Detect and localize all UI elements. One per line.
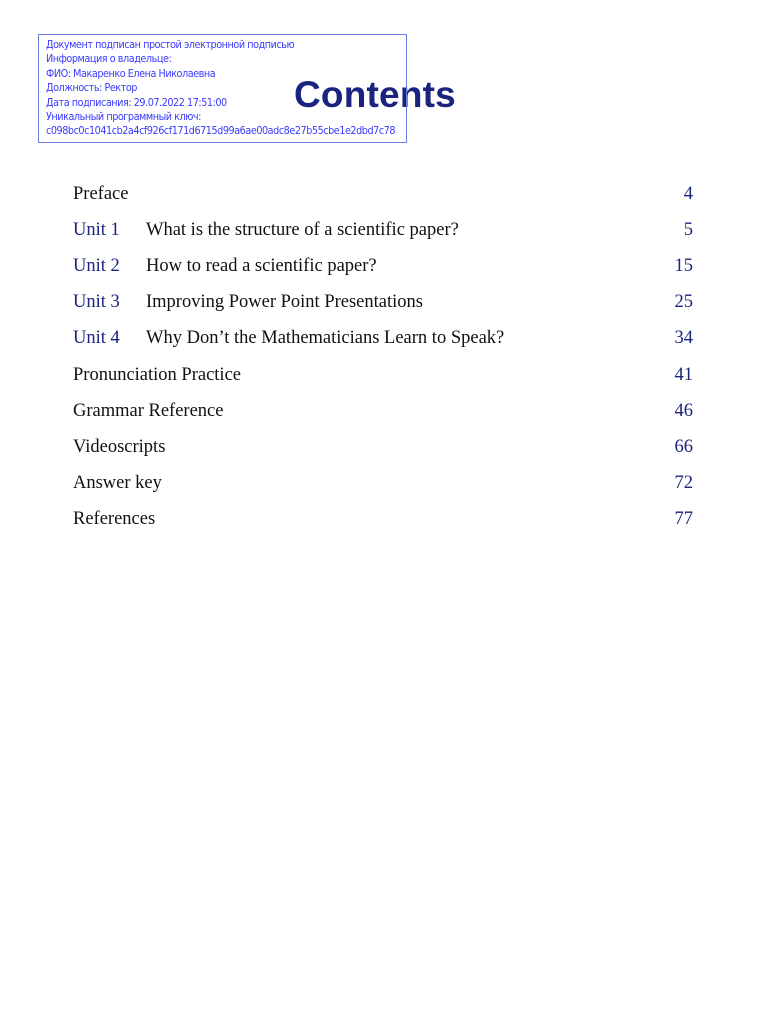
toc-entry-page: 34 — [674, 328, 693, 349]
signature-line: ФИО: Макаренко Елена Николаевна — [46, 67, 216, 80]
signature-line: Должность: Ректор — [46, 82, 137, 95]
toc-entry-unit: Unit 3 — [73, 292, 120, 313]
toc-entry-title: How to read a scientific paper? — [146, 255, 377, 276]
toc-entry-unit: Unit 2 — [73, 255, 120, 276]
toc-entry-page: 5 — [683, 219, 693, 240]
toc-entry-title: Grammar Reference — [73, 400, 224, 421]
page-title: Contents — [294, 74, 456, 115]
toc-entry-title: What is the structure of a scientific paper? — [146, 219, 459, 240]
toc-entry-unit-4[interactable] — [73, 321, 693, 357]
table-of-contents — [73, 176, 693, 538]
signature-line: Уникальный программный ключ: — [46, 111, 201, 124]
toc-entry-page: 41 — [674, 364, 693, 385]
toc-entry-page: 77 — [674, 509, 693, 530]
toc-entry-unit: Unit 4 — [73, 328, 120, 349]
toc-entry-unit-3[interactable] — [73, 285, 693, 321]
toc-entry-title: Why Don’t the Mathematicians Learn to Speak? — [146, 328, 505, 349]
toc-entry-grammar-reference[interactable] — [73, 393, 693, 429]
toc-entry-page: 46 — [674, 400, 693, 421]
signature-line: Информация о владельце: — [46, 53, 172, 66]
signature-line: Документ подписан простой электронной подписью — [46, 39, 295, 51]
toc-entry-title: Videoscripts — [73, 436, 166, 457]
toc-entry-preface[interactable] — [73, 176, 693, 212]
toc-entry-references[interactable] — [73, 502, 693, 538]
toc-entry-videoscripts[interactable] — [73, 429, 693, 465]
toc-entry-title: Improving Power Point Presentations — [146, 292, 423, 313]
toc-entry-title: References — [73, 509, 156, 530]
toc-entry-title: Pronunciation Practice — [73, 364, 241, 385]
toc-entry-unit-2[interactable] — [73, 248, 693, 284]
toc-entry-page: 4 — [683, 183, 693, 204]
toc-entry-page: 25 — [674, 292, 693, 313]
toc-entry-unit-1[interactable] — [73, 212, 693, 248]
signature-line: c098bc0c1041cb2a4cf926cf171d6715d99a6ae00adc8e27b55cbe1e2dbd7c78 — [46, 125, 396, 138]
toc-entry-page: 72 — [674, 473, 693, 494]
toc-entry-answer-key[interactable] — [73, 466, 693, 502]
toc-entry-pronunciation-practice[interactable] — [73, 357, 693, 393]
toc-entry-unit: Unit 1 — [73, 219, 120, 240]
toc-entry-page: 66 — [674, 436, 693, 457]
toc-entry-page: 15 — [674, 255, 693, 276]
toc-entry-title: Preface — [73, 183, 129, 204]
signature-line: Дата подписания: 29.07.2022 17:51:00 — [46, 96, 227, 109]
electronic-signature-stamp — [38, 34, 407, 143]
toc-entry-title: Answer key — [73, 473, 162, 494]
